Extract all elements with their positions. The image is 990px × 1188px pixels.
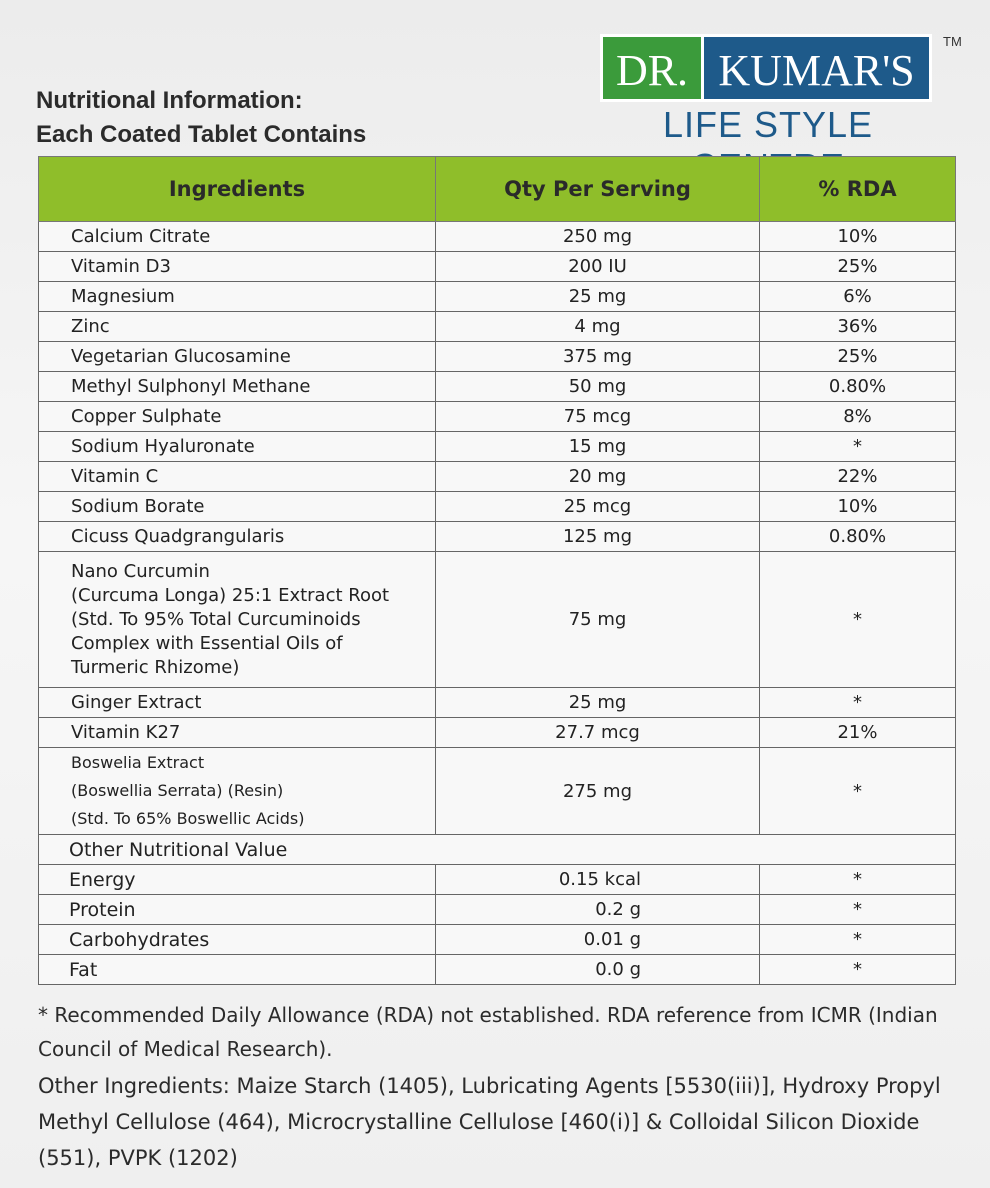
rda-cell: * xyxy=(760,688,956,718)
table-row xyxy=(39,522,956,552)
column-header-rda: % RDA xyxy=(760,157,956,222)
heading-line-2: Each Coated Tablet Contains xyxy=(36,121,367,148)
column-header-ingredients: Ingredients xyxy=(39,157,436,222)
brand-logo xyxy=(600,34,985,146)
rda-cell: * xyxy=(760,432,956,462)
ingredient-cell: Vitamin D3 xyxy=(39,252,436,282)
table-row xyxy=(39,718,956,748)
qty-cell: 75 mg xyxy=(436,552,760,688)
ingredient-line: Nano Curcumin xyxy=(71,560,210,582)
footnotes xyxy=(38,998,973,1176)
other-nutritional-heading-row xyxy=(39,835,956,865)
ingredient-cell: Sodium Hyaluronate xyxy=(39,432,436,462)
rda-cell: * xyxy=(760,552,956,688)
ingredient-line: (Std. To 95% Total Curcuminoids xyxy=(71,608,361,630)
qty-cell: 50 mg xyxy=(436,372,760,402)
rda-cell: 10% xyxy=(760,222,956,252)
rda-cell: * xyxy=(760,748,956,835)
rda-cell: 10% xyxy=(760,492,956,522)
ingredient-cell: Methyl Sulphonyl Methane xyxy=(39,372,436,402)
nutrition-table xyxy=(38,156,956,985)
ingredient-cell: Copper Sulphate xyxy=(39,402,436,432)
table-row xyxy=(39,955,956,985)
rda-cell: * xyxy=(760,955,956,985)
table-row xyxy=(39,492,956,522)
rda-cell: 25% xyxy=(760,342,956,372)
logo-subtitle: LIFE STYLE xyxy=(662,104,874,145)
qty-cell: 0.2 g xyxy=(436,895,760,925)
rda-cell: 0.80% xyxy=(760,372,956,402)
ingredient-line: Boswelia Extract xyxy=(71,753,205,772)
table-row xyxy=(39,372,956,402)
ingredient-cell: Vitamin C xyxy=(39,462,436,492)
table-header-row xyxy=(39,157,956,222)
qty-cell: 25 mg xyxy=(436,688,760,718)
ingredient-line: (Std. To 65% Boswellic Acids) xyxy=(71,809,305,828)
table-row-nano-curcumin xyxy=(39,552,956,688)
table-row xyxy=(39,402,956,432)
qty-cell: 0.01 g xyxy=(436,925,760,955)
ingredient-cell: Sodium Borate xyxy=(39,492,436,522)
ingredient-line: (Curcuma Longa) 25:1 Extract Root xyxy=(71,584,390,606)
table-row xyxy=(39,222,956,252)
rda-cell: * xyxy=(760,925,956,955)
table-row xyxy=(39,432,956,462)
ingredient-cell: Ginger Extract xyxy=(39,688,436,718)
table-row xyxy=(39,282,956,312)
table-row xyxy=(39,252,956,282)
qty-cell: 25 mg xyxy=(436,282,760,312)
ingredient-line: Turmeric Rhizome) xyxy=(71,656,240,678)
logo-kumars: KUMAR'S xyxy=(704,34,932,102)
rda-cell: 8% xyxy=(760,402,956,432)
rda-cell: 21% xyxy=(760,718,956,748)
ingredient-line: Complex with Essential Oils of xyxy=(71,632,343,654)
qty-cell: 0.15 kcal xyxy=(436,865,760,895)
qty-cell: 27.7 mcg xyxy=(436,718,760,748)
logo-box xyxy=(600,34,932,102)
rda-cell: 6% xyxy=(760,282,956,312)
ingredient-cell: Vegetarian Glucosamine xyxy=(39,342,436,372)
ingredient-cell xyxy=(39,748,436,835)
ingredient-line: (Boswellia Serrata) (Resin) xyxy=(71,781,284,800)
qty-cell: 0.0 g xyxy=(436,955,760,985)
qty-cell: 125 mg xyxy=(436,522,760,552)
qty-cell: 250 mg xyxy=(436,222,760,252)
heading-line-1: Nutritional Information: xyxy=(36,87,303,114)
ingredient-cell: Fat xyxy=(39,955,436,985)
rda-cell: 25% xyxy=(760,252,956,282)
qty-cell: 275 mg xyxy=(436,748,760,835)
rda-footnote: * Recommended Daily Allowance (RDA) not established. RDA reference from ICMR (Indian Council of Medical Research). xyxy=(38,1003,938,1061)
qty-cell: 4 mg xyxy=(436,312,760,342)
ingredient-cell: Protein xyxy=(39,895,436,925)
ingredient-cell xyxy=(39,552,436,688)
logo-dr: DR. xyxy=(600,34,704,102)
rda-cell: 0.80% xyxy=(760,522,956,552)
table-row xyxy=(39,312,956,342)
ingredient-cell: Vitamin K27 xyxy=(39,718,436,748)
column-header-qty: Qty Per Serving xyxy=(436,157,760,222)
table-row xyxy=(39,865,956,895)
qty-cell: 75 mcg xyxy=(436,402,760,432)
page-heading xyxy=(36,84,366,152)
ingredient-cell: Zinc xyxy=(39,312,436,342)
trademark-mark: TM xyxy=(943,34,962,49)
table-row-boswelia xyxy=(39,748,956,835)
ingredient-cell: Carbohydrates xyxy=(39,925,436,955)
qty-cell: 20 mg xyxy=(436,462,760,492)
table-row xyxy=(39,342,956,372)
other-ingredients-note: Other Ingredients: Maize Starch (1405), Lubricating Agents [5530(iii)], Hydroxy Propyl Methyl Cellulose (464), Microcrystalline Cellulose [460(i)] & Colloidal Silicon Dioxide (551), PVPK (1202) xyxy=(38,1074,941,1170)
ingredient-cell: Magnesium xyxy=(39,282,436,312)
rda-cell: * xyxy=(760,865,956,895)
qty-cell: 25 mcg xyxy=(436,492,760,522)
ingredient-cell: Calcium Citrate xyxy=(39,222,436,252)
table-row xyxy=(39,688,956,718)
qty-cell: 375 mg xyxy=(436,342,760,372)
rda-cell: * xyxy=(760,895,956,925)
table-row xyxy=(39,462,956,492)
table-row xyxy=(39,925,956,955)
qty-cell: 200 IU xyxy=(436,252,760,282)
qty-cell: 15 mg xyxy=(436,432,760,462)
ingredient-cell: Energy xyxy=(39,865,436,895)
ingredient-cell: Cicuss Quadgrangularis xyxy=(39,522,436,552)
other-nutritional-heading: Other Nutritional Value xyxy=(39,835,956,865)
table-row xyxy=(39,895,956,925)
rda-cell: 22% xyxy=(760,462,956,492)
rda-cell: 36% xyxy=(760,312,956,342)
